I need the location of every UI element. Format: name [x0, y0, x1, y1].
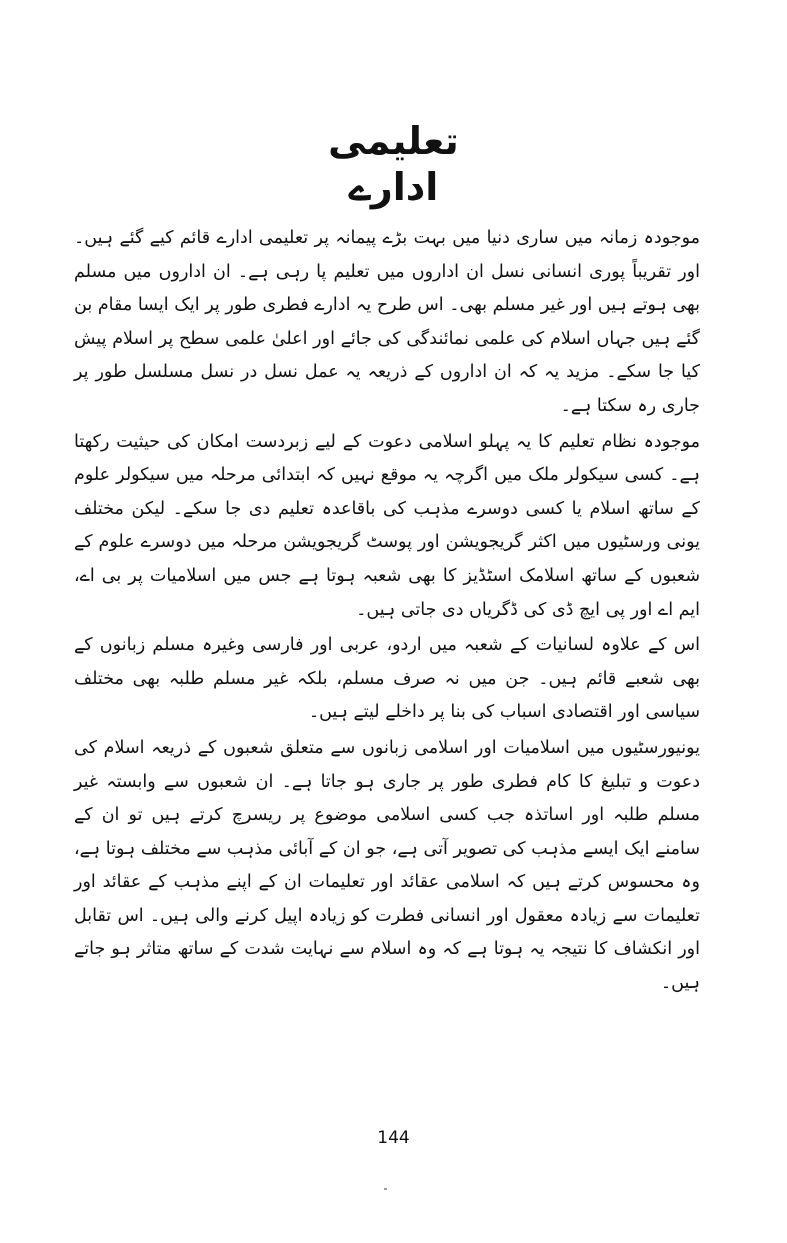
page-title — [264, 118, 524, 210]
body-text — [74, 222, 700, 1003]
paragraph-1: موجودہ زمانہ میں ساری دنیا میں بہت بڑے پیمانہ پر تعلیمی ادارے قائم کیے گئے ہیں۔ اور تقریباً پوری انسانی نسل ان اداروں میں تعلیم پا رہی ہے۔ ان اداروں میں مسلم بھی ہوتے ہیں اور غیر مسلم بھی۔ اس طرح یہ ادارے فطری طور پر ایک ایسا مقام بن گئے ہیں جہاں اسلام کی علمی نمائندگی کی جائے اور اعلیٰ علمی سطح پر اسلام پیش کیا جا سکے۔ مزید یہ کہ ان اداروں کے ذریعہ یہ عمل نسل در نسل مسلسل طور پر جاری رہ سکتا ہے۔ — [74, 228, 700, 416]
title-line-2: ادارے — [348, 165, 439, 209]
paragraph-4: یونیورسٹیوں میں اسلامیات اور اسلامی زبانوں سے متعلق شعبوں کے ذریعہ اسلام کی دعوت و تبلیغ کا کام فطری طور پر جاری ہو جاتا ہے۔ ان شعبوں سے وابستہ غیر مسلم طلبہ اور اساتذہ جب کسی اسلامی موضوع پر ریسرچ کرتے ہیں تو ان کے سامنے ایک ایسے مذہب کی تصویر آتی ہے، جو ان کے آبائی مذہب سے مختلف ہوتا ہے، وہ محسوس کرتے ہیں کہ اسلامی عقائد اور تعلیمات ان کے اپنے مذہب کے عقائد اور تعلیمات سے زیادہ معقول اور انسانی فطرت کو زیادہ اپیل کرنے والی ہیں۔ اس تقابل اور انکشاف کا نتیجہ یہ ہوتا ہے کہ وہ اسلام سے نہایت شدت کے ساتھ متاثر ہو جاتے ہیں۔ — [74, 737, 700, 994]
paragraph-2: موجودہ نظام تعلیم کا یہ پہلو اسلامی دعوت کے لیے زبردست امکان کی حیثیت رکھتا ہے۔ کسی سیکولر ملک میں اگرچہ یہ موقع نہیں کہ ابتدائی مرحلہ میں سیکولر علوم کے ساتھ اسلام یا کسی دوسرے مذہب کی باقاعدہ تعلیم دی جا سکے۔ لیکن مختلف یونی ورسٹیوں میں اکثر گریجویشن اور پوسٹ گریجویشن مرحلہ میں دوسرے علوم کے شعبوں کے ساتھ اسلامک اسٹڈیز کا بھی شعبہ ہوتا ہے جس میں اسلامیات پر بی اے، ایم اے اور پی ایچ ڈی کی ڈگریاں دی جاتی ہیں۔ — [74, 431, 700, 620]
title-line-1: تعلیمی — [328, 119, 459, 163]
scan-speck — [384, 1188, 387, 1190]
paragraph-3: اس کے علاوہ لسانیات کے شعبہ میں اردو، عربی اور فارسی وغیرہ مسلم زبانوں کے بھی شعبے قائم ہیں۔ جن میں نہ صرف مسلم، بلکہ غیر مسلم طلبہ بھی مختلف سیاسی اور اقتصادی اسباب کی بنا پر داخلے لیتے ہیں۔ — [74, 635, 700, 723]
page-number: 144 — [377, 1128, 410, 1148]
